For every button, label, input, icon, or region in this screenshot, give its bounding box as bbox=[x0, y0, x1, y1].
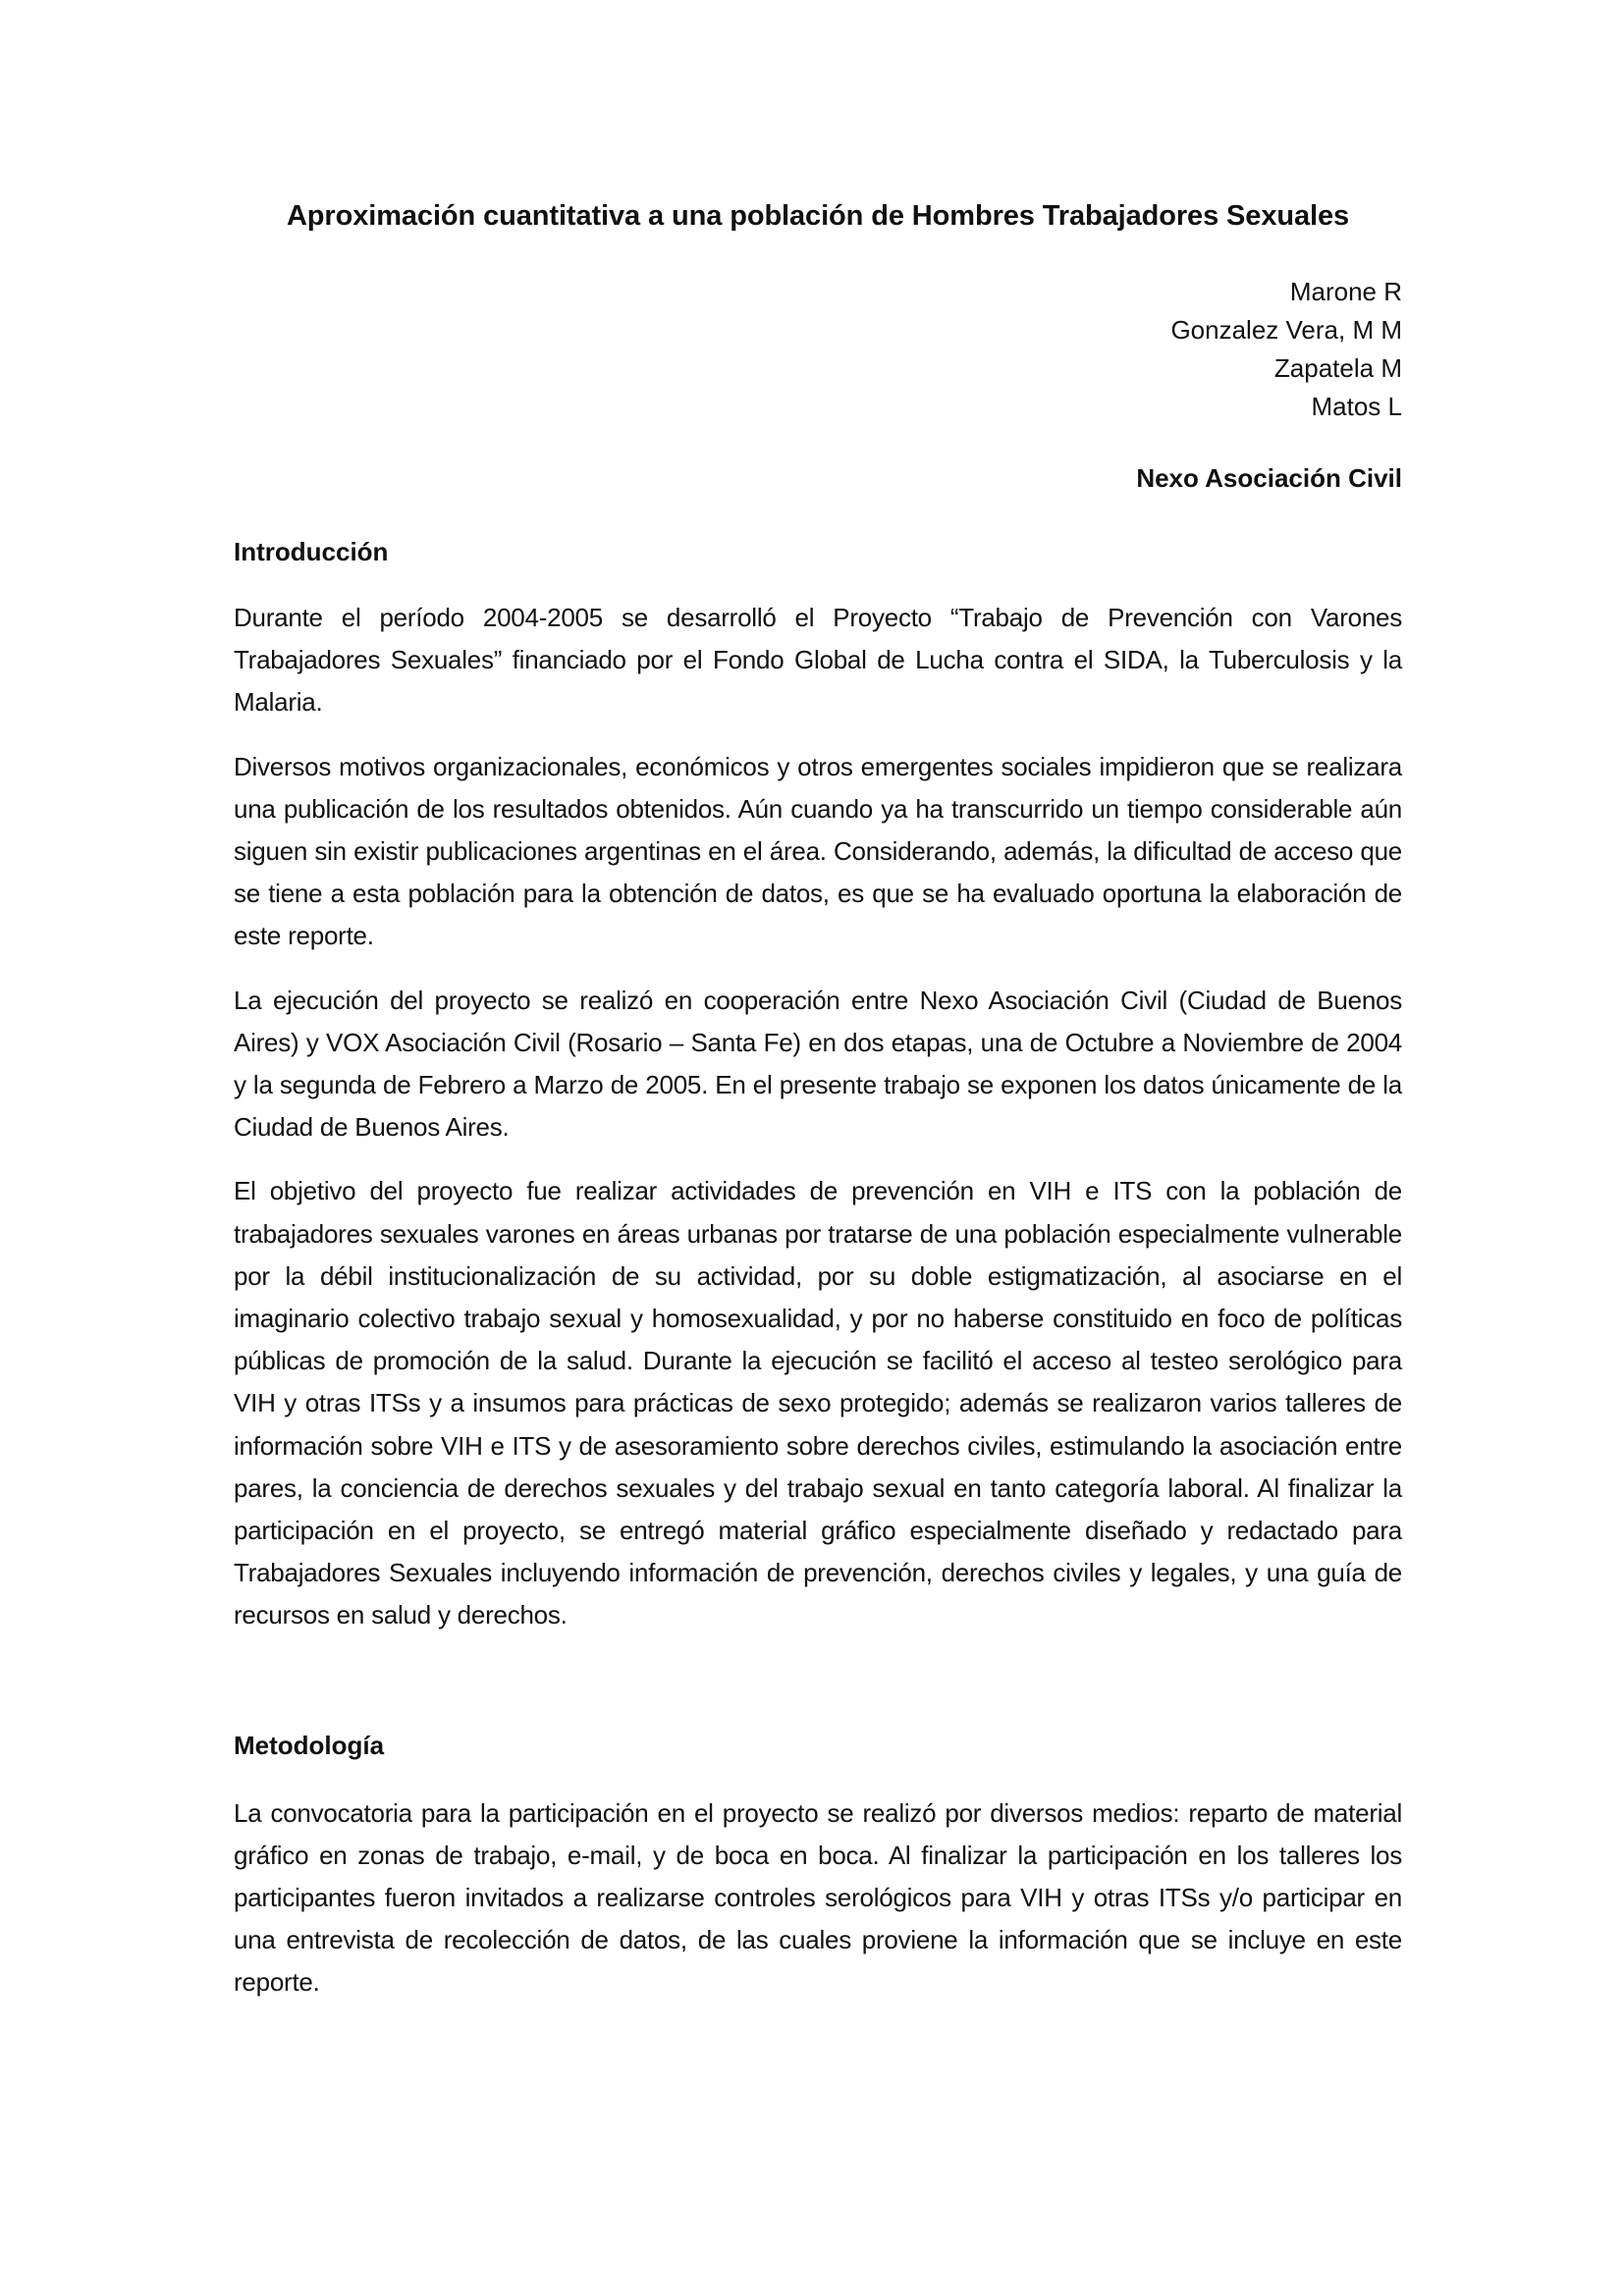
intro-paragraph-4: El objetivo del proyecto fue realizar actividades de prevención en VIH e ITS con la población de trabajadores sexuales varones en áreas urbanas por tratarse de una población especialmente vulnerable por la débil institucionalización de su actividad, por su doble estigmatización, al asociarse en el imaginario colectivo trabajo sexual y homosexualidad, y por no haberse constituido en foco de políticas públicas de promoción de la salud. Durante la ejecución se facilitó el acceso al testeo serológico para VIH y otras ITSs y a insumos para prácticas de sexo protegido; además se realizaron varios talleres de información sobre VIH e ITS y de asesoramiento sobre derechos civiles, estimulando la asociación entre pares, la conciencia de derechos sexuales y del trabajo sexual en tanto categoría laboral. Al finalizar la participación en el proyecto, se entregó material gráfico especialmente diseñado y redactado para Trabajadores Sexuales incluyendo información de prevención, derechos civiles y legales, y una guía de recursos en salud y derechos. bbox=[234, 1176, 1402, 1630]
author-2: Gonzalez Vera, M M bbox=[1170, 315, 1402, 345]
intro-paragraph-2: Diversos motivos organizacionales, económicos y otros emergentes sociales impidieron que se realizara una publicación de los resultados obtenidos. Aún cuando ya ha transcurrido un tiempo considerable aún siguen sin existir publicaciones argentinas en el área. Considerando, además, la dificultad de acceso que se tiene a esta población para la obtención de datos, es que se ha evaluado oportuna la elaboración de este reporte. bbox=[234, 751, 1402, 951]
author-3: Zapatela M bbox=[1273, 353, 1402, 383]
author-4: Matos L bbox=[1311, 392, 1402, 421]
intro-paragraph-3: La ejecución del proyecto se realizó en cooperación entre Nexo Asociación Civil (Ciudad de Buenos Aires) y VOX Asociación Civil (Rosario – Santa Fe) en dos etapas, una de Octubre a Noviembre de 2004 y la segunda de Febrero a Marzo de 2005. En el presente trabajo se exponen los datos únicamente de la Ciudad de Buenos Aires. bbox=[234, 985, 1402, 1143]
method-paragraph-1: La convocatoria para la participación en el proyecto se realizó por diversos medios: reparto de material gráfico en zonas de trabajo, e-mail, y de boca en boca. Al finalizar la participación en los talleres los participantes fueron invitados a realizarse controles serológicos para VIH y otras ITSs y/o participar en una entrevista de recolección de datos, de las cuales proviene la información que se incluye en este reporte. bbox=[234, 1797, 1402, 1998]
affiliation: Nexo Asociación Civil bbox=[1136, 463, 1402, 493]
section-heading-introduccion: Introducción bbox=[234, 537, 389, 566]
author-1: Marone R bbox=[1289, 277, 1402, 306]
intro-paragraph-1: Durante el período 2004-2005 se desarrolló el Proyecto “Trabajo de Prevención con Varones Trabajadores Sexuales” financiado por el Fondo Global de Lucha contra el SIDA, la Tuberculosis y la Malaria. bbox=[234, 603, 1402, 718]
document-page bbox=[234, 194, 1402, 2004]
author-list bbox=[234, 273, 1402, 426]
document-title: Aproximación cuantitativa a una población de Hombres Trabajadores Sexuales bbox=[286, 200, 1350, 232]
section-heading-metodologia: Metodología bbox=[234, 1730, 385, 1760]
